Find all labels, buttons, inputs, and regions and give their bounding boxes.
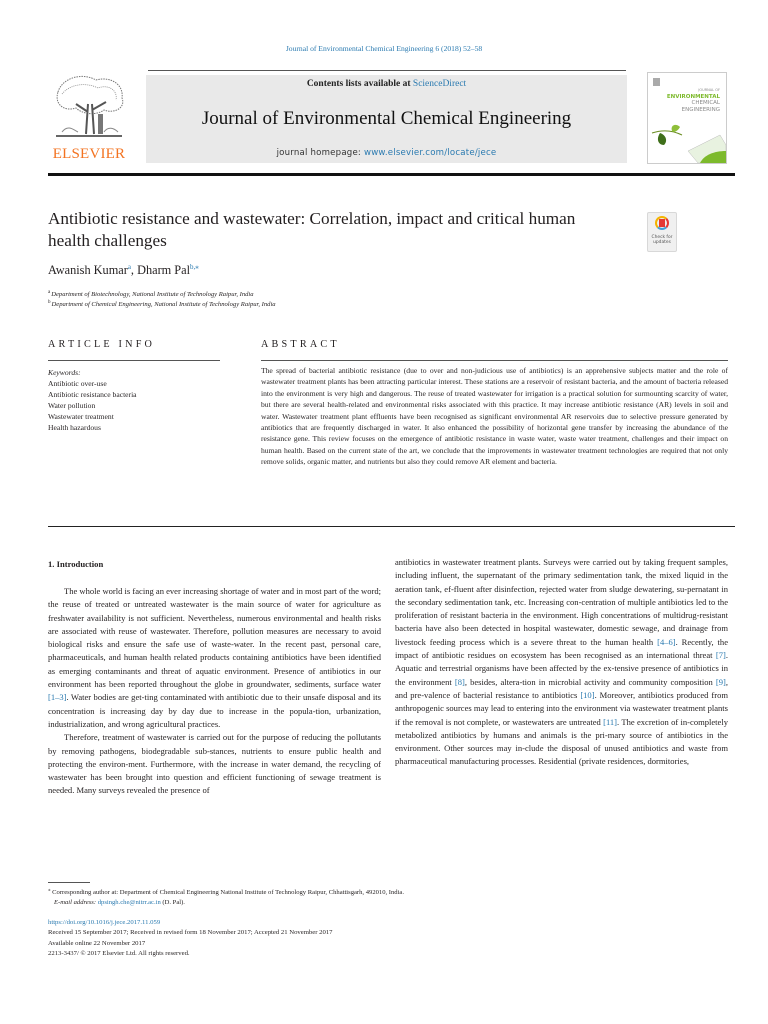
abstract-text: The spread of bacterial antibiotic resistance (due to over and non-judicious use of antibiotics) is an apprehensive subjects matter and the role of wastewater treatment plants has been attracting particular interest. These stations are a reservoir of resistant bacteria, and the amount of bacteria released into the environment is very high and dangerous. The reuse of treated wastewater for irrigation is a practical solution for surmounting scarcity of water, but there are several health-related and environmental risks associated with this practice. It may increase antibiotic resistance (AR) levels in soil and water. Wastewater treatment plant effluents have been recognised as significant environmental AR reservoirs due to selective pressure generated by antibiotics that are frequently discharged in water. It also enhanced the possibility of horizontal gene transfer by increasing the abundance of the resistance gene. This review focuses on the emergence of antibiotic resistance in waste water, waste water treatment, challenges and their impact on human health. Based on the current state of the art, we conclude that the improvements in wastewater treatment technologies are required that not only remove solids, organic matter, and nutrients but also they could remove AR element and bacteria. [261,366,728,467]
affiliation-text: Department of Chemical Engineering, National Institute of Technology Raipur, India [51,301,276,309]
citation-link[interactable]: [4–6] [657,636,676,647]
cover-line-1: JOURNAL OF [698,88,720,92]
contents-line [146,79,627,89]
text-run: . Moreover, antibiotics produced from anthropogenic sources may lead to entering into the environment via wastewater treatment plants if the removal is not complete, or wastewaters are untreated [395,689,728,727]
journal-name: Journal of Environmental Chemical Engineering [201,108,572,129]
article-title: Antibiotic resistance and wastewater: Correlation, impact and critical human health challenges [48,209,576,250]
author-separator: , [130,263,138,278]
elsevier-tree-icon [52,74,126,140]
body-column-right [395,556,728,769]
check-for-updates-button[interactable] [647,212,677,252]
affiliation-marker: b [48,300,51,305]
author-name[interactable]: Awanish Kumar [48,263,128,278]
journal-cover[interactable] [647,72,727,164]
running-head[interactable]: Journal of Environmental Chemical Engineering 6 (2018) 52–58 [285,44,483,53]
cover-line-4: ENGINEERING [681,106,720,113]
paragraph [48,585,381,731]
email-suffix: (D. Pal). [160,899,185,907]
keyword-item: Water pollution [48,401,96,410]
cover-line-3: CHEMICAL [691,100,720,106]
author-list [48,263,199,278]
cover-title [667,87,720,113]
affiliation [48,300,276,308]
doi-link[interactable]: https://doi.org/10.1016/j.jece.2017.11.059 [48,919,161,926]
crossmark-label [648,235,676,245]
front-matter-end-rule [48,526,735,527]
keyword-item: Wastewater treatment [48,412,114,421]
affiliation-marker: a [48,290,51,295]
keyword-item: Antibiotic over-use [48,379,107,388]
masthead-bottom-rule [48,173,735,176]
affiliation [48,290,254,298]
article-info-heading: ARTICLE INFO [48,339,156,350]
abstract-rule [261,360,728,361]
footnote-rule [48,882,90,883]
body-column-left [48,585,381,798]
keywords-label: Keywords: [48,368,81,377]
paragraph: Therefore, treatment of wastewater is carried out for the purpose of reducing the pollutants by removing pathogens, biodegradable sub-stances, nutrients to ensure public health and protecting the environ-ment. Furthermore, with the increase in water demand, the recycling of wastewater has been brought into question and efficient functioning of sewage treatment is needed. Many surveys revealed the presence of [48,732,381,796]
crossmark-ribbon-icon [659,219,665,227]
journal-homepage [146,148,627,158]
masthead-box [146,75,627,163]
contents-prefix: Contents lists available at [306,79,413,89]
citation-link[interactable]: [8] [454,676,465,687]
text-run: antibiotics in wastewater treatment plants. Surveys were carried out by taking frequent samples, including influent, the supernatant of the primary sedimentation tank, the mixed liquid in the aeration tank, ef-fluent after disinfection, rejected water from sludge dewatering, su-pernatant in the secondary sedimentation tank, etc. Increasing con-centration of multiple antibiotics led to the proliferation of resistant bacteria in the environment. High concentrations of multidrug-resistant bacteria have also been detected in hospital wastewater, domestic sewage, and drainage from livestock feeding process which is a severe threat to the human health [395,557,728,647]
cover-leaf-flask-icon [648,121,726,163]
homepage-prefix: journal homepage: [276,148,364,158]
elsevier-logo[interactable] [48,72,130,164]
keyword-item: Health hazardous [48,423,101,432]
citation-link[interactable]: [10] [580,689,595,700]
text-run: , and pre-valence of bacterial resistance to antibiotics [395,676,728,700]
corresponding-author-text: Corresponding author at: Department of Chemical Engineering National Institute of Technology Raipur, Chhattisgarh, 492010, India. [52,889,404,897]
author-name[interactable]: Dharm Pal [137,263,191,278]
email-label: E-mail address: [54,899,97,907]
citation-link[interactable]: [9] [715,676,726,687]
text-run: . Recently, the impact of antibiotic residues on ecosystem has been recognised as an international threat [395,636,728,661]
citation-link[interactable]: [7] [715,650,726,661]
text-run: The whole world is facing an ever increasing shortage of water and in most part of the word; the reuse of treated or untreated wastewater is the main source of water for agriculture as freshwater availability is not sufficient. Nevertheless, numerous environmental and health risks are associated with reuse of wastewater. Therefore, pollution measures are necessary to avoid biological risks and ensure the safe use of waste-water. In the recent past, personal care, pharmaceuticals, and human health related products containing antibiotics have been identified as emerging contaminants and threat of aquatic environment. Presence of antibiotics in our environment has been reported throughout the globe in groundwater, sediments, surface water [48,586,381,690]
received-dates: Received 15 September 2017; Received in revised form 18 November 2017; Accepted 21 November 2017 [48,929,333,937]
affiliation-text: Department of Biotechnology, National Institute of Technology Raipur, India [51,291,254,299]
section-heading-introduction: 1. Introduction [48,559,104,569]
author-affiliation-marker[interactable]: a [127,263,131,271]
abstract-heading: ABSTRACT [261,339,340,350]
available-online: Available online 22 November 2017 [48,939,146,947]
article-info-rule [48,360,220,361]
email-link[interactable]: dpsingh.che@nitrr.ac.in [97,899,161,907]
cover-elsevier-icon [653,78,660,86]
publisher-name: ELSEVIER [52,146,126,162]
crossmark-line-1: Check for [651,235,673,240]
masthead-top-rule [148,70,626,71]
text-run: . The excretion of in-completely metabolized antibiotics by humans and animals is the pri-mary source of antibiotics in the environment. Other sources may in-clude the disposal of unused antibiotics and waste from pharmaceutical manufacturing processes. Residential (private residences, dormitories, [395,716,728,767]
citation-link[interactable]: [11] [603,716,618,727]
citation-link[interactable]: [1–3] [48,692,67,703]
footnote-star: ⁎ [48,888,51,893]
text-run: . Water bodies are get-ting contaminated with antibiotic due to their unsafe disposal and its concentration is increasing day by day due to increase in the popula-tion, urbanization, industrialization, and wrong agricultural practices. [48,692,381,729]
sciencedirect-link[interactable]: ScienceDirect [412,79,467,89]
keyword-item: Antibiotic resistance bacteria [48,390,137,399]
author-affiliation-marker[interactable]: b,⁎ [190,263,199,271]
text-run: . Aquatic and terrestrial organisms have been affected by the ex-tensive presence of antibiotics in the environment [395,650,728,687]
article-metadata [48,918,333,959]
crossmark-line-2: updates [653,240,671,245]
homepage-link[interactable]: www.elsevier.com/locate/jece [363,148,497,158]
text-run: , besides, altera-tion in microbial activity and community composition [464,676,716,687]
cover-line-2: ENVIRONMENTAL [666,93,720,100]
paragraph [395,556,728,769]
keywords-list [48,367,137,433]
corresponding-author-footnote [48,886,404,908]
copyright: 2213-3437/ © 2017 Elsevier Ltd. All rights reserved. [48,949,190,957]
